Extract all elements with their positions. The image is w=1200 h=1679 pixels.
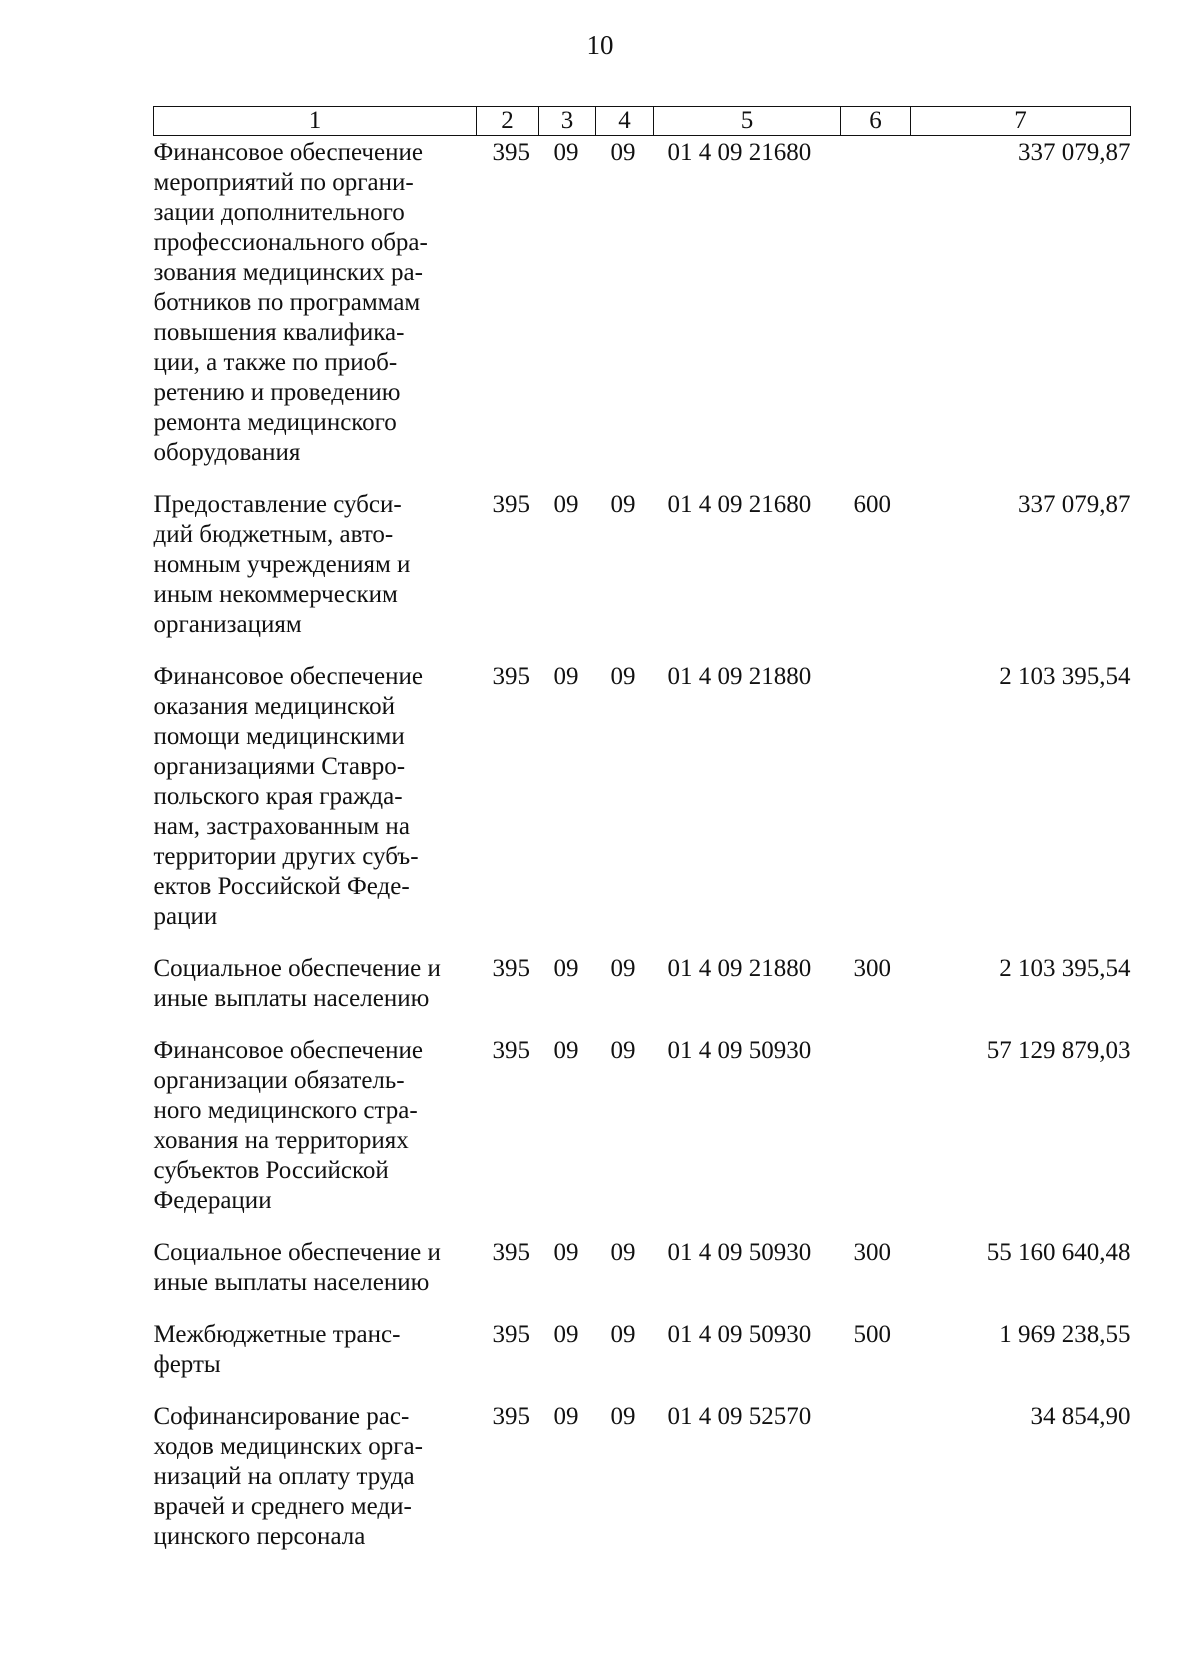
table-row: [154, 1402, 1131, 1574]
row-code-expense-type: 300: [853, 955, 891, 982]
description-line: номным учреждениям и: [153, 551, 411, 578]
description-line: Финансовое обеспечение: [153, 1037, 423, 1064]
description-line: ремонта медицинского: [153, 409, 397, 436]
description-line: Федерации: [153, 1187, 272, 1214]
description-line: организациями Ставро-: [153, 753, 406, 780]
description-line: цинского персонала: [153, 1523, 366, 1550]
row-amount: 2 103 395,54: [999, 663, 1131, 690]
description-line: Социальное обеспечение и: [153, 1239, 441, 1266]
row-description: [154, 662, 477, 954]
description-line: зования медицинских ра-: [153, 259, 423, 286]
description-line: иные выплаты населению: [153, 1269, 430, 1296]
description-line: низаций на оплату труда: [153, 1463, 415, 1490]
description-line: зации дополнительного: [153, 199, 405, 226]
description-line: оказания медицинской: [153, 693, 396, 720]
row-code-subsection: 09: [610, 491, 636, 518]
row-code-subsection: 09: [610, 663, 636, 690]
row-amount: 337 079,87: [1018, 491, 1131, 518]
description-line: мероприятий по органи-: [153, 169, 414, 196]
description-line: нам, застрахованным на: [153, 813, 410, 840]
row-code-ministry: 395: [492, 955, 530, 982]
header-col-7: 7: [911, 107, 1131, 136]
row-code-ministry: 395: [492, 491, 530, 518]
table-row: [154, 490, 1131, 662]
header-col-1: 1: [154, 107, 477, 136]
row-code-section: 09: [553, 663, 579, 690]
description-line: Финансовое обеспечение: [153, 139, 423, 166]
row-description: [154, 1238, 477, 1320]
description-line: Межбюджетные транс-: [153, 1321, 401, 1348]
description-line: повышения квалифика-: [153, 319, 405, 346]
row-code-target: 01 4 09 21880: [667, 955, 812, 982]
header-col-5: 5: [654, 107, 841, 136]
row-code-section: 09: [553, 1239, 579, 1266]
row-description: [154, 1402, 477, 1574]
row-code-expense-type: [841, 1036, 911, 1238]
row-code-ministry: 395: [492, 1037, 530, 1064]
row-code-target: 01 4 09 52570: [667, 1403, 812, 1430]
header-col-2: 2: [477, 107, 539, 136]
table-row: [154, 136, 1131, 491]
page-number: 10: [586, 30, 614, 60]
description-line: оборудования: [153, 439, 301, 466]
row-code-subsection: 09: [610, 1239, 636, 1266]
row-code-target: 01 4 09 21680: [667, 491, 812, 518]
table-row: [154, 662, 1131, 954]
description-line: ектов Российской Феде-: [153, 873, 410, 900]
row-amount: 55 160 640,48: [986, 1239, 1131, 1266]
description-line: иные выплаты населению: [153, 985, 430, 1012]
description-line: ферты: [153, 1351, 221, 1378]
description-line: организациям: [153, 611, 302, 638]
row-code-target: 01 4 09 50930: [667, 1239, 812, 1266]
row-description: [154, 490, 477, 662]
table-header-row: [154, 107, 1131, 136]
description-line: ботников по программам: [153, 289, 421, 316]
description-line: Предоставление субси-: [153, 491, 402, 518]
row-code-expense-type: 600: [853, 491, 891, 518]
description-line: ции, а также по приоб-: [153, 349, 398, 376]
row-amount: 1 969 238,55: [999, 1321, 1131, 1348]
row-amount: 57 129 879,03: [986, 1037, 1131, 1064]
table-body: [154, 136, 1131, 1575]
description-line: рации: [153, 903, 218, 930]
table-row: [154, 1238, 1131, 1320]
description-line: Финансовое обеспечение: [153, 663, 423, 690]
description-line: врачей и среднего меди-: [153, 1493, 412, 1520]
description-line: ного медицинского стра-: [153, 1097, 418, 1124]
description-line: иным некоммерческим: [153, 581, 398, 608]
description-line: Социальное обеспечение и: [153, 955, 441, 982]
row-code-section: 09: [553, 1403, 579, 1430]
row-description: [154, 136, 477, 491]
header-col-6: 6: [841, 107, 911, 136]
table-row: [154, 954, 1131, 1036]
description-line: Софинансирование рас-: [153, 1403, 410, 1430]
description-line: субъектов Российской: [153, 1157, 389, 1184]
description-line: помощи медицинскими: [153, 723, 405, 750]
budget-table: [153, 106, 1131, 1574]
row-code-ministry: 395: [492, 663, 530, 690]
description-line: профессионального обра-: [153, 229, 428, 256]
row-amount: 2 103 395,54: [999, 955, 1131, 982]
row-code-expense-type: 500: [853, 1321, 891, 1348]
description-line: организации обязатель-: [153, 1067, 405, 1094]
row-code-section: 09: [553, 1321, 579, 1348]
row-code-expense-type: 300: [853, 1239, 891, 1266]
row-code-target: 01 4 09 21680: [667, 139, 812, 166]
header-col-4: 4: [596, 107, 654, 136]
description-line: ретению и проведению: [153, 379, 401, 406]
row-code-subsection: 09: [610, 139, 636, 166]
row-code-ministry: 395: [492, 1239, 530, 1266]
table-row: [154, 1036, 1131, 1238]
row-code-ministry: 395: [492, 1403, 530, 1430]
row-code-section: 09: [553, 1037, 579, 1064]
row-description: [154, 954, 477, 1036]
row-description: [154, 1036, 477, 1238]
description-line: территории других субъ-: [153, 843, 419, 870]
row-code-subsection: 09: [610, 1403, 636, 1430]
row-code-expense-type: [841, 136, 911, 491]
row-code-target: 01 4 09 21880: [667, 663, 812, 690]
description-line: польского края гражда-: [153, 783, 403, 810]
row-code-ministry: 395: [492, 139, 530, 166]
row-code-target: 01 4 09 50930: [667, 1321, 812, 1348]
row-code-expense-type: [841, 662, 911, 954]
row-code-section: 09: [553, 491, 579, 518]
row-code-target: 01 4 09 50930: [667, 1037, 812, 1064]
description-line: дий бюджетным, авто-: [153, 521, 394, 548]
header-col-3: 3: [539, 107, 596, 136]
row-code-subsection: 09: [610, 1321, 636, 1348]
row-code-section: 09: [553, 955, 579, 982]
description-line: ходов медицинских орга-: [153, 1433, 423, 1460]
row-description: [154, 1320, 477, 1402]
row-amount: 337 079,87: [1018, 139, 1131, 166]
row-code-expense-type: [841, 1402, 911, 1574]
description-line: хования на территориях: [153, 1127, 409, 1154]
row-code-subsection: 09: [610, 955, 636, 982]
table-row: [154, 1320, 1131, 1402]
row-code-ministry: 395: [492, 1321, 530, 1348]
row-code-section: 09: [553, 139, 579, 166]
row-amount: 34 854,90: [1030, 1403, 1131, 1430]
row-code-subsection: 09: [610, 1037, 636, 1064]
